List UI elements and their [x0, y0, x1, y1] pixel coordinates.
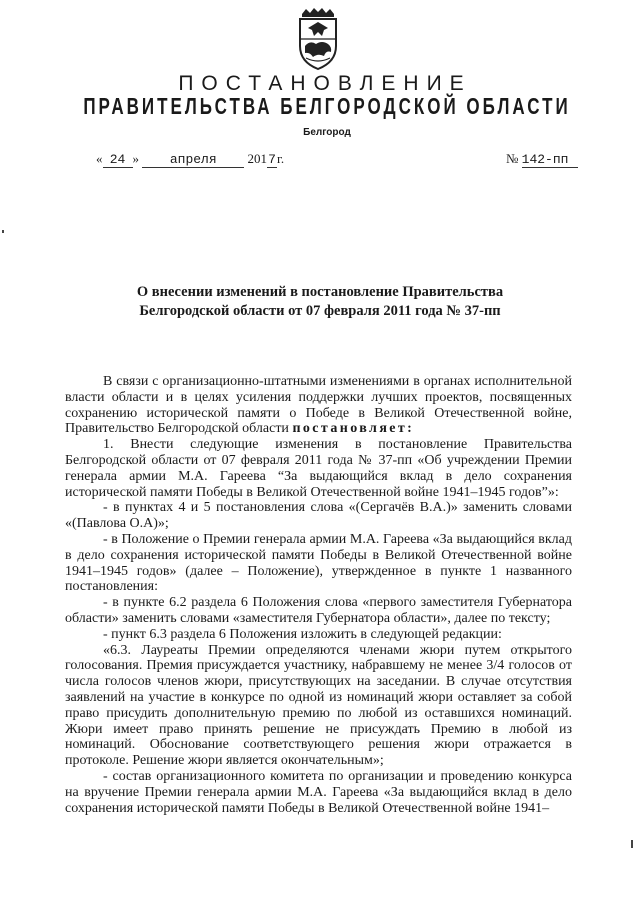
- title-line-1: О внесении изменений в постановление Правительства: [136, 284, 504, 300]
- paragraph-item-1: 1. Внести следующие изменения в постановление Правительства Белгородской области от 07 февраля 2011 года № 37-пп «Об учреждении Премии генерала армии М.А. Гареева “За выдающийся вклад в дело сохранения исторической памяти Победы в Великой Отечественной войне 1941–1945 годов”»:: [65, 437, 572, 500]
- paragraph-new-6-3: «6.3. Лауреаты Премии определяются членами жюри путем открытого голосования. Премия присуждается участнику, набравшему не менее 3/4 голосов от числа голосов членов жюри, присутствующих на заседании. В случае отсутствия заявлений на участие в конкурсе по одной из номинаций жюри оставляет за собой право присудить дополнительную премию по любой из оставшихся номинаций. Жюри имеет право принять решение не присуждать Премию в любой из номинаций. Обоснование соответствующего решения жюри отражается в протоколе. Решение жюри является окончательным»;: [65, 642, 572, 769]
- document-body: [65, 374, 572, 816]
- date-year-prefix: 201: [247, 151, 267, 166]
- date-close-quote: »: [132, 151, 139, 166]
- preamble-text: В связи с организационно-штатными изменениями в органах исполнительной власти области и в целях усиления поддержки лучших проектов, посвященных сохранению исторической памяти о Победе в Великой Отечественной войне, Правительство Белгородской области: [65, 374, 572, 437]
- city-label: Белгород: [303, 127, 351, 138]
- scan-speck: [2, 230, 4, 233]
- paragraph-amend-6-3: - пункт 6.3 раздела 6 Положения изложить в следующей редакции:: [103, 626, 502, 642]
- paragraph-committee: - состав организационного комитета по организации и проведению конкурса на вручение Премии генерала армии М.А. Гареева «За выдающийся вклад в дело сохранения исторической памяти Победы в Великой Отечественной войне 1941–: [65, 768, 572, 816]
- date-month: апреля: [142, 152, 244, 168]
- document-date: [96, 151, 284, 168]
- date-year-suffix: 7: [268, 152, 276, 167]
- date-day: 24: [103, 152, 133, 168]
- resolves-word: постановляет:: [292, 421, 415, 437]
- paragraph-amend-regulation: - в Положение о Премии генерала армии М.А. Гареева «За выдающийся вклад в дело сохранения исторической памяти Победы в Великой Отечественной войне 1941–1945 годов» (далее – Положение), утвержденное в пункте 1 названного постановления:: [65, 531, 572, 595]
- scan-speck: [631, 840, 633, 848]
- belgorod-coat-of-arms-icon: [288, 6, 348, 72]
- paragraph-amend-6-2: - в пункте 6.2 раздела 6 Положения слова «первого заместителя Губернатора области» заменить словами «заместителя Губернатора области», далее по тексту;: [65, 595, 572, 626]
- number-prefix: №: [506, 151, 519, 166]
- document-number: [506, 151, 578, 168]
- issuing-authority-heading: ПРАВИТЕЛЬСТВА БЕЛГОРОДСКОЙ ОБЛАСТИ: [83, 93, 571, 120]
- number-value: 142-пп: [522, 152, 578, 168]
- document-type-heading: ПОСТАНОВЛЕНИЕ: [178, 72, 472, 95]
- date-open-quote: «: [96, 151, 103, 166]
- paragraph-amend-points-4-5: - в пунктах 4 и 5 постановления слова «(Сергачёв В.А.)» заменить словами «(Павлова О.А)»;: [65, 500, 572, 532]
- paragraph-preamble: [65, 374, 572, 437]
- date-year-unit: г.: [277, 151, 285, 166]
- document-title: [60, 283, 580, 321]
- title-line-2: Белгородской области от 07 февраля 2011 года № 37-пп: [139, 303, 501, 319]
